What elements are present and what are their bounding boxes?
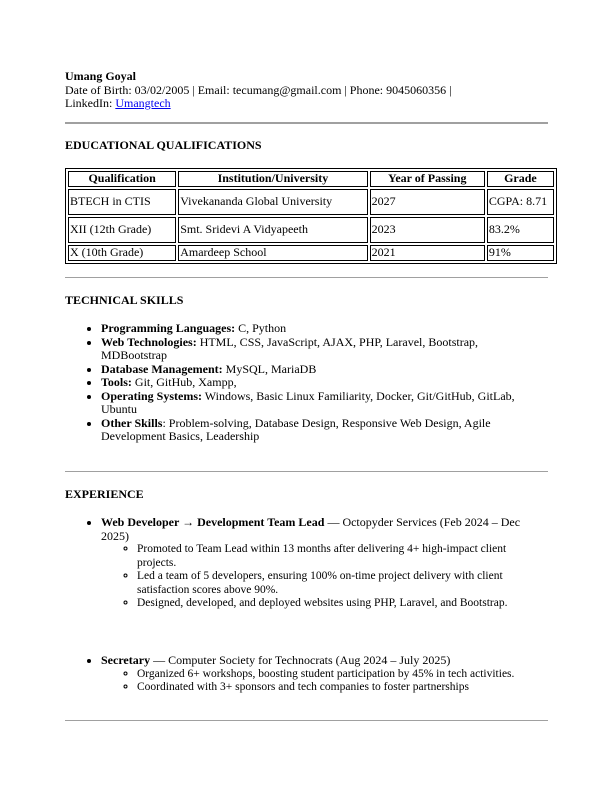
list-item: ◦ Promoted to Team Lead within 13 months after delivering 4+ high-impact client projects. — [137, 543, 531, 570]
list-item — [101, 417, 531, 444]
contact-line: Date of Birth: 03/02/2005 | Email: tecumang@gmail.com | Phone: 9045060356 | — [65, 82, 452, 97]
experience-job — [65, 516, 531, 611]
table-cell: 2027 — [370, 189, 485, 215]
candidate-name: Umang Goyal — [65, 69, 137, 83]
skill-text: MySQL, MariaDB — [222, 361, 317, 376]
job-role: Web Developer → Development Team Lead — [101, 515, 325, 529]
linkedin-line — [65, 97, 555, 111]
column-header: Grade — [487, 171, 554, 187]
table-cell: Amardeep School — [178, 245, 367, 261]
job-role: Secretary — [101, 653, 151, 667]
list-item — [101, 654, 531, 695]
table-row — [68, 189, 554, 215]
table-cell: Smt. Sridevi A Vidyapeeth — [178, 217, 367, 243]
column-header: Year of Passing — [370, 171, 485, 187]
divider — [65, 720, 548, 721]
skill-text: : Problem-solving, Database Design, Responsive Web Design, Agile Development Basics, Leadership — [101, 415, 491, 443]
table-cell: BTECH in CTIS — [68, 189, 176, 215]
list-item — [101, 390, 531, 417]
table-cell: CGPA: 8.71 — [487, 189, 554, 215]
list-item: ◦ Organized 6+ workshops, boosting student participation by 45% in tech activities. — [137, 668, 531, 682]
skill-label: Operating Systems: — [101, 388, 202, 403]
list-item — [101, 363, 531, 377]
skill-text: HTML, CSS, JavaScript, AJAX, PHP, Laravel, Bootstrap, MDBootstrap — [101, 334, 479, 362]
column-header: Qualification — [68, 171, 176, 187]
experience-title: EXPERIENCE — [65, 487, 144, 501]
skill-label: Database Management: — [101, 361, 223, 376]
job-points — [101, 543, 531, 611]
column-header: Institution/University — [178, 171, 367, 187]
list-item: ◦ Coordinated with 3+ sponsors and tech companies to foster partnerships — [137, 681, 531, 695]
job-org: — Octopyder Services (Feb 2024 – Dec 2025) — [101, 515, 521, 543]
skill-text: Windows, Basic Linux Familiarity, Docker, Git/GitHub, GitLab, Ubuntu — [101, 388, 515, 416]
divider — [65, 471, 548, 472]
table-cell: 2023 — [370, 217, 485, 243]
job-points — [101, 668, 531, 695]
list-item: ◦ Designed, developed, and deployed websites using PHP, Laravel, and Bootstrap. — [137, 597, 531, 611]
linkedin-link[interactable]: Umangtech — [115, 96, 171, 110]
table-cell: 2021 — [370, 245, 485, 261]
table-cell: X (10th Grade) — [68, 245, 176, 261]
table-cell: 91% — [487, 245, 554, 261]
table-cell: 83.2% — [487, 217, 554, 243]
divider — [65, 277, 548, 278]
divider — [65, 122, 548, 124]
skill-text: Git, GitHub, Xampp, — [131, 375, 237, 389]
education-table — [65, 168, 557, 264]
table-cell: XII (12th Grade) — [68, 217, 176, 243]
list-item — [101, 516, 531, 611]
table-cell: Vivekananda Global University — [178, 189, 367, 215]
resume-header — [65, 70, 555, 111]
table-row — [68, 217, 554, 243]
list-item — [101, 322, 531, 336]
skill-label: Other Skills — [101, 415, 163, 430]
skills-list — [65, 322, 531, 444]
skills-title: TECHNICAL SKILLS — [65, 293, 184, 307]
skill-label: Tools: — [101, 375, 132, 389]
linkedin-label: LinkedIn: — [65, 96, 116, 110]
table-header-row — [68, 171, 554, 187]
list-item: ◦ Led a team of 5 developers, ensuring 100% on-time project delivery with client satisfaction scores above 90%. — [137, 570, 531, 597]
job-org: — Computer Society for Technocrats (Aug 2024 – July 2025) — [150, 653, 451, 667]
education-title: EDUCATIONAL QUALIFICATIONS — [65, 138, 262, 152]
list-item — [101, 376, 531, 390]
experience-job — [65, 654, 531, 695]
skill-label: Web Technologies: — [101, 334, 197, 349]
skill-label: Programming Languages: — [101, 321, 236, 335]
list-item — [101, 336, 531, 363]
skill-text: C, Python — [235, 321, 287, 335]
table-row — [68, 245, 554, 261]
